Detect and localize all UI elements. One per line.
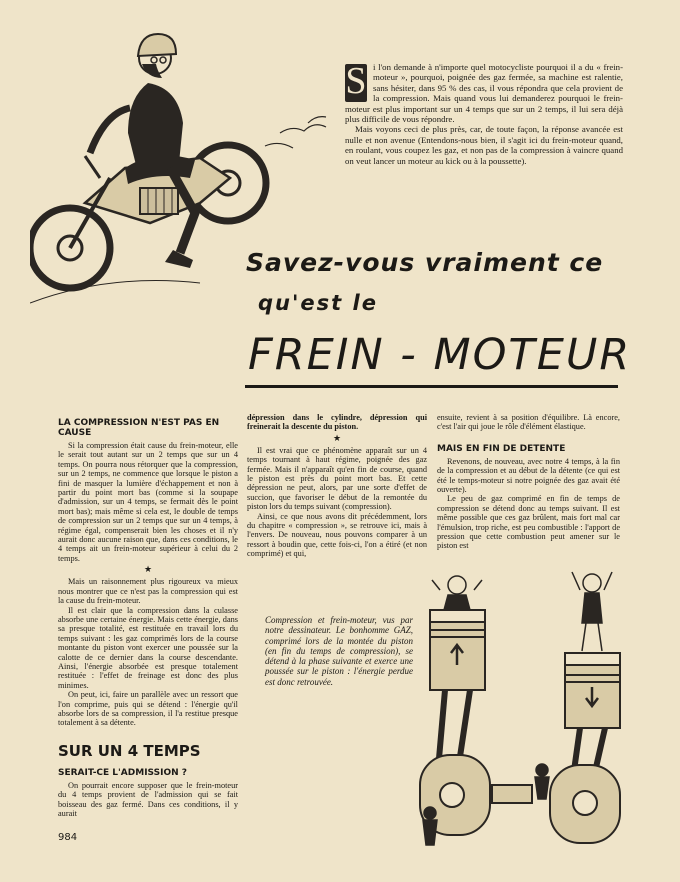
- col1-paragraph-5: On pourrait encore supposer que le frein-moteur du 4 temps provient de l'admission qui se fait boisseau des gaz fermé. Dans ces conditions, il y aurait: [58, 780, 238, 818]
- illustration-caption: Compression et frein-moteur, vus par notre dessinateur. Le bonhomme GAZ, comprimé lors de la montée du piston (en fin du temps de compression), se détend à la phase suivante et exerce une poussée sur le piston : l'énergie perdue est donc retrouvée.: [265, 615, 413, 687]
- intro-paragraph-1: i l'on demande à n'importe quel motocycliste pourquoi il a du « frein-moteur », pourquoi, poignée des gaz fermée, sa machine est ralentie, sans hésiter, dans 95 % des cas, il vous répondra que cela provient de la compression. Mais quand vous lui demanderez pourquoi le frein-moteur est plus important sur un 4 temps que sur un 2 temps, il lui sera déjà plus difficile de vous répondre.: [345, 62, 623, 125]
- column-2: [247, 413, 427, 559]
- col3-paragraph-1: ensuite, revient à sa position d'équilibre. Là encore, c'est l'air qui joue le rôle d'élément élastique.: [437, 413, 620, 432]
- title-line-1: Savez-vous vraiment ce: [246, 248, 604, 277]
- col2-paragraph-2: Il est vrai que ce phénomène apparaît sur un 4 temps tournant à haut régime, poignée des gaz fermée. Mais il n'apparaît qu'en fin de course, quand le piston est près du point mort bas. Et cette dépression ne peut, alors, par une sorte d'effet de succion, que favoriser le début de la remontée du piston lors du temps suivant (compression).: [247, 445, 427, 512]
- section-heading-4-temps: SUR UN 4 TEMPS: [58, 741, 201, 760]
- subheading-admission: SERAIT-CE L'ADMISSION ?: [58, 767, 187, 778]
- intro-paragraph-2: Mais voyons ceci de plus près, car, de toute façon, la réponse avancée est nulle et non avenue (Entendons-nous bien, il s'agit ici du frein-moteur quand, en roulant, vous coupez les gaz, et non pas de la compression à vaincre quand on veut lancer un moteur au kick ou à la poussette).: [345, 124, 623, 166]
- col3-paragraph-2: Revenons, de nouveau, avec notre 4 temps, à la fin de la compression et au début de la détente (ce qui est été le temps-moteur si notre poignée des gaz avait été ouverte).: [437, 456, 620, 495]
- col1-paragraph-2: Mais un raisonnement plus rigoureux va mieux nous montrer que ce n'est pas la compression qui est la cause du frein-moteur.: [58, 577, 238, 606]
- title-line-2: qu'est le: [258, 291, 378, 315]
- section-heading-detente: MAIS EN FIN DE DETENTE: [437, 443, 566, 454]
- piston-illustration: [410, 565, 635, 855]
- col1-paragraph-4: On peut, ici, faire un parallèle avec un ressort que l'on comprime, puis qui se détend : l'énergie qu'il absorbe lors de sa compression, il l'a restitue presque totalement à sa détente.: [58, 690, 238, 728]
- drop-cap: S: [345, 60, 367, 102]
- col3-paragraph-3: Le peu de gaz comprimé en fin de temps de compression se détend donc au temps suivant. Il est même possible que ces gaz brûlent, mais fort mal car l'émulsion, trop riche, est peu combustible : l'apport de pression que cette combustion peut amener sur le piston est: [437, 494, 620, 551]
- title-line-3: FREIN - MOTEUR: [248, 330, 632, 380]
- col1-paragraph-3: Il est clair que la compression dans la culasse absorbe une certaine énergie. Mais cette énergie, dans sa presque totalité, est restituée en travail lors du temps suivant : les gaz comprimés lors de la course montante du piston vont exercer une poussée sur la calotte de ce dernier dans la course descendante. Ainsi, l'énergie absorbée est presque totalement restituée : l'effet de freinage est donc des plus minimes.: [58, 605, 238, 690]
- title-rule: [245, 385, 618, 388]
- intro-block: [345, 62, 623, 166]
- column-3: [437, 413, 620, 551]
- col2-paragraph-3: Ainsi, ce que nous avons dit précédemment, lors du chapitre « compression », se retrouve ici, mais à l'envers. De nouveau, nous pouvons comparer à un ressort à boudin que, cette fois-ci, l'on a étiré (et non comprimé) et qui,: [247, 511, 427, 559]
- section-heading-compression: LA COMPRESSION N'EST PAS EN CAUSE: [58, 418, 220, 438]
- column-1: [58, 418, 238, 818]
- page-number: 984: [58, 832, 78, 843]
- separator-star: ★: [143, 565, 153, 576]
- col1-paragraph-1: Si la compression était cause du frein-moteur, elle le serait tout autant sur un 2 temps que sur un 4 temps. On pourra nous rétorquer que la compression, sur un 2 temps, ne commence que lorsque le piston a fini de masquer la lumière d'échappement et non à partir du point mort bas (comme si la soupape d'admission, sur un 4 temps, se fermait dès le point mort bas); mais même si cela est, le double de temps de compression sur un 2 temps que sur un 4 temps, à régime égal, compenserait bien les choses et il n'y aurait donc aucune raison que, dans ces conditions, le 4 temps ait un frein-moteur supérieur à celui du 2 temps.: [58, 441, 238, 563]
- col2-paragraph-1: dépression dans le cylindre, dépression qui freinerait la descente du piston.: [247, 413, 427, 432]
- separator-star: ★: [332, 433, 342, 444]
